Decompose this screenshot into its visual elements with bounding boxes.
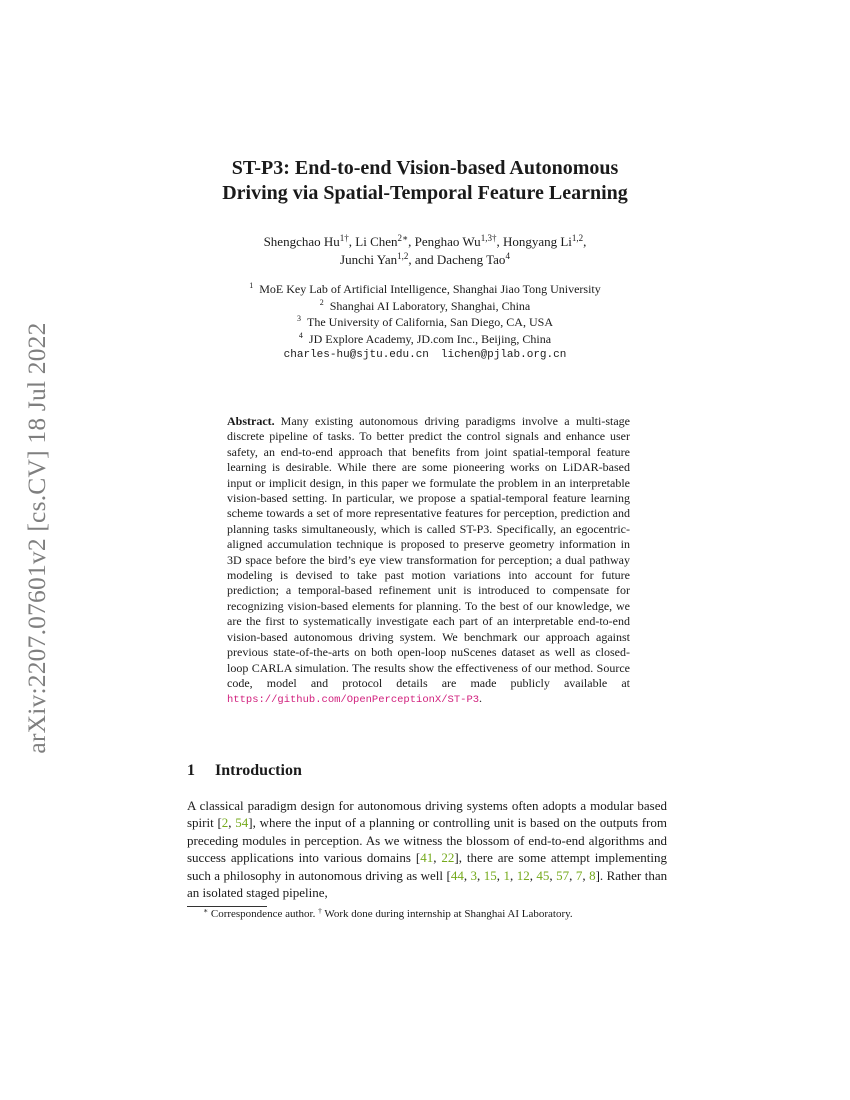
author-separator: , xyxy=(583,234,587,249)
citation-link[interactable]: 41 xyxy=(420,850,434,866)
intro-text: , xyxy=(496,867,504,883)
citation-link[interactable]: 8 xyxy=(589,867,596,883)
author-separator: , xyxy=(496,234,503,249)
affiliation-mark: 1 xyxy=(249,281,254,290)
email-address: lichen@pjlab.org.cn xyxy=(440,349,567,361)
footnote-text: Work done during internship at Shanghai AI Laboratory. xyxy=(321,908,573,920)
affiliation-text: Shanghai AI Laboratory, Shanghai, China xyxy=(329,298,531,313)
citation-link[interactable]: 22 xyxy=(441,850,455,866)
author-name: Shengchao Hu xyxy=(263,234,340,249)
author-affiliation-mark: 2∗ xyxy=(397,233,409,243)
citation-link[interactable]: 12 xyxy=(516,867,530,883)
author-name: Li Chen xyxy=(355,234,398,249)
affiliation-text: MoE Key Lab of Artificial Intelligence, Shanghai Jiao Tong University xyxy=(259,282,601,296)
intro-text: , xyxy=(549,867,557,883)
footnote xyxy=(187,907,669,921)
affiliation xyxy=(150,298,700,315)
abstract-text: Many existing autonomous driving paradigms involve a multi-stage discrete pipeline of tasks. To better predict the control signals and enhance user safety, an end-to-end approach that benefits from joint spatial-temporal feature learning is desirable. While there are some pioneering works on LiDAR-based input or implicit design, in this paper we formulate the problem in an interpretable vision-based setting. In particular, we propose a spatial-temporal feature learning scheme towards a set of more representative features for perception, prediction and planning tasks simultaneously, which is called ST-P3. Specifically, an egocentric-aligned accumulation technique is proposed to preserve geometry information in 3D space before the bird’s eye view transformation for perception; a dual pathway modeling is devised to take past motion variations into account for future prediction; a temporal-based refinement unit is introduced to compensate for recognizing vision-based elements for planning. To the best of our knowledge, we are the first to systematically investigate each part of an interpretable end-to-end vision-based autonomous driving system. We benchmark our approach against previous state-of-the-arts on both open-loop nuScenes dataset as well as closed-loop CARLA simulation. The results show the effectiveness of our method. Source code, model and protocol details are made publicly available at xyxy=(227,414,630,690)
citation-link[interactable]: 1 xyxy=(503,867,510,883)
intro-text: , xyxy=(569,867,576,883)
affiliation-text: JD Explore Academy, JD.com Inc., Beijing, China xyxy=(308,331,552,346)
author-affiliation-mark: 1† xyxy=(339,233,349,243)
intro-text: , xyxy=(582,867,590,883)
footnote-mark: † xyxy=(318,906,322,915)
intro-text: ]. Rather than an isolated staged pipeline, xyxy=(187,867,668,901)
intro-text: ], where the input of a planning or controlling unit is based on the outputs from preceding modules in perception. As we witness the blossom of end-to-end algorithms and success applications into various domains [ xyxy=(187,815,667,866)
intro-text: A classical paradigm design for autonomous driving systems often adopts a modular based spirit [ xyxy=(187,798,667,831)
citation-link[interactable]: 3 xyxy=(470,867,478,883)
intro-paragraph xyxy=(187,797,667,901)
affiliation xyxy=(150,331,700,348)
citation-link[interactable]: 7 xyxy=(575,867,583,883)
author-name: Junchi Yan xyxy=(340,252,398,267)
title-line-2: Driving via Spatial-Temporal Feature Learning xyxy=(222,182,628,204)
author-separator: , xyxy=(348,234,356,249)
intro-text: , xyxy=(509,867,517,883)
citation-link[interactable]: 57 xyxy=(556,867,570,883)
author-name: Penghao Wu xyxy=(414,234,481,249)
citation-link[interactable]: 15 xyxy=(483,867,497,883)
source-code-link[interactable]: https://github.com/OpenPerceptionX/ST-P3 xyxy=(227,694,480,707)
arxiv-identifier: arXiv:2207.07601v2 [cs.CV] 18 Jul 2022 xyxy=(22,322,51,754)
author-line-1 xyxy=(150,233,700,251)
affiliation-text: The University of California, San Diego, CA, USA xyxy=(307,315,553,329)
affiliation xyxy=(150,281,700,298)
intro-text: , xyxy=(529,867,537,883)
intro-text: , xyxy=(433,850,442,866)
email-list xyxy=(150,347,700,364)
affiliation-mark: 3 xyxy=(297,314,302,323)
affiliation-mark: 2 xyxy=(319,297,324,307)
author-separator: , xyxy=(408,234,415,249)
author-separator: , and xyxy=(408,252,437,267)
title-line-1: ST-P3: End-to-end Vision-based Autonomous xyxy=(231,157,619,179)
author-name: Dacheng Tao xyxy=(436,252,506,267)
intro-text: , xyxy=(477,867,484,883)
author-affiliation-mark: 1,2 xyxy=(571,233,584,243)
author-affiliation-mark: 4 xyxy=(505,251,510,261)
footnote-text: Correspondence author. xyxy=(208,908,319,920)
affiliation-list xyxy=(150,281,700,364)
author-name: Hongyang Li xyxy=(502,234,572,249)
paper-title xyxy=(150,156,700,206)
citation-link[interactable]: 45 xyxy=(536,867,550,883)
affiliation-mark: 4 xyxy=(298,330,303,340)
abstract-heading: Abstract. xyxy=(227,414,275,428)
citation-link[interactable]: 54 xyxy=(235,815,249,831)
affiliation xyxy=(150,314,700,331)
section-heading-introduction xyxy=(187,762,302,780)
author-line-2 xyxy=(150,251,700,269)
citation-link[interactable]: 2 xyxy=(221,815,229,831)
author-list xyxy=(150,233,700,269)
abstract xyxy=(227,414,630,709)
intro-text: ], there are some attempt implementing such a philosophy in autonomous driving as well [ xyxy=(187,850,667,883)
author-affiliation-mark: 1,2 xyxy=(397,251,409,261)
abstract-end: . xyxy=(479,691,483,706)
footnote-mark: ∗ xyxy=(203,906,209,915)
section-title: Introduction xyxy=(215,762,302,779)
author-affiliation-mark: 1,3† xyxy=(480,233,497,243)
intro-text: , xyxy=(463,867,471,883)
email-address: charles-hu@sjtu.edu.cn xyxy=(283,349,429,361)
intro-text: , xyxy=(228,815,236,831)
section-number: 1 xyxy=(187,762,195,779)
citation-link[interactable]: 44 xyxy=(450,867,464,883)
